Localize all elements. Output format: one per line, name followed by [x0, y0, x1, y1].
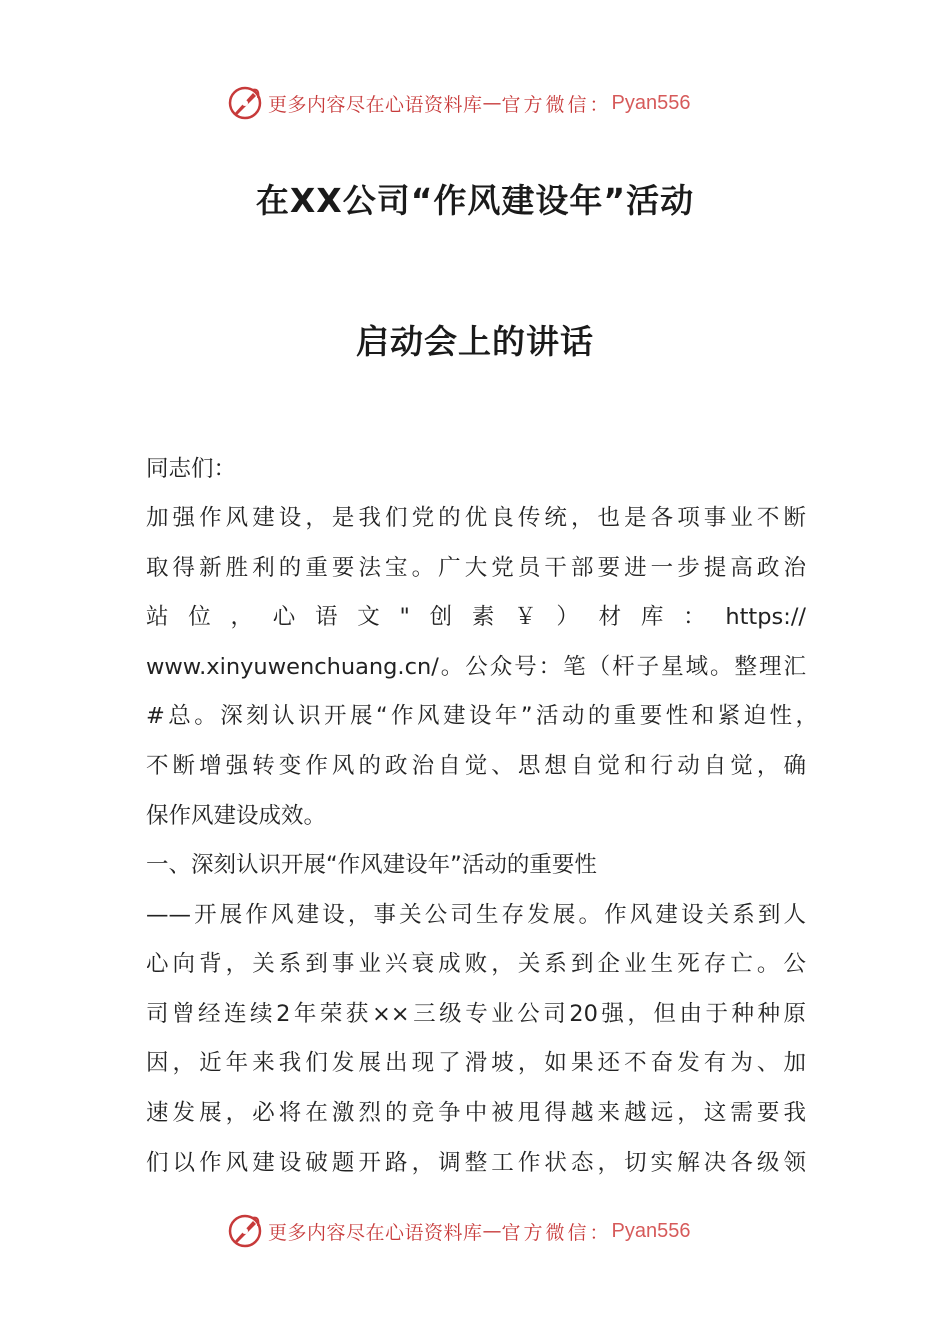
body-line: 不断增强转变作风的政治自觉、思想自觉和行动自觉，确	[146, 753, 806, 779]
body-line: 加强作风建设，是我们党的优良传统，也是各项事业不断	[146, 505, 806, 531]
body-line: 因，近年来我们发展出现了滑坡，如果还不奋发有为、加	[146, 1050, 806, 1076]
document-title-line-2: 启动会上的讲话	[356, 322, 594, 361]
body-line: www.xinyuwenchuang.cn/。公众号：笔（杆子星域。整理汇	[146, 654, 806, 680]
footer-banner[interactable]	[226, 1211, 691, 1251]
body-line: 取得新胜利的重要法宝。广大党员干部要进一步提高政治	[146, 555, 806, 581]
body-line: #总。深刻认识开展“作风建设年”活动的重要性和紧迫性，	[146, 703, 818, 729]
banner-wechat-id: Pyan556	[611, 91, 691, 114]
banner-wechat-label: 官方微信：	[501, 1221, 612, 1244]
salutation: 同志们：	[146, 456, 237, 482]
banner-wechat-id: Pyan556	[611, 1219, 691, 1242]
banner-text: 更多内容尽在心语资料库	[268, 93, 483, 116]
banner-separator: —	[482, 92, 502, 114]
banner-separator: —	[482, 1220, 502, 1242]
section-heading: 一、深刻认识开展“作风建设年”活动的重要性	[146, 852, 597, 878]
body-line: 保作风建设成效。	[146, 803, 327, 829]
document-title-line-1: 在XX公司“作风建设年”活动	[255, 181, 695, 220]
banner-wechat-label: 官方微信：	[501, 93, 612, 116]
body-line: 心向背，关系到事业兴衰成败，关系到企业生死存亡。公	[146, 951, 806, 977]
quill-logo-icon	[226, 1212, 264, 1250]
body-line: 站位，心语文"创素￥）材库：https://	[146, 604, 806, 630]
body-line: ——开展作风建设，事关公司生存发展。作风建设关系到人	[146, 902, 806, 928]
body-line: 们以作风建设破题开路，调整工作状态，切实解决各级领	[146, 1150, 806, 1176]
header-banner[interactable]	[226, 83, 691, 123]
body-line: 速发展，必将在激烈的竞争中被甩得越来越远，这需要我	[146, 1100, 806, 1126]
banner-text: 更多内容尽在心语资料库	[268, 1221, 483, 1244]
quill-logo-icon	[226, 84, 264, 122]
body-line: 司曾经连续2年荣获××三级专业公司20强，但由于种种原	[146, 1001, 806, 1027]
